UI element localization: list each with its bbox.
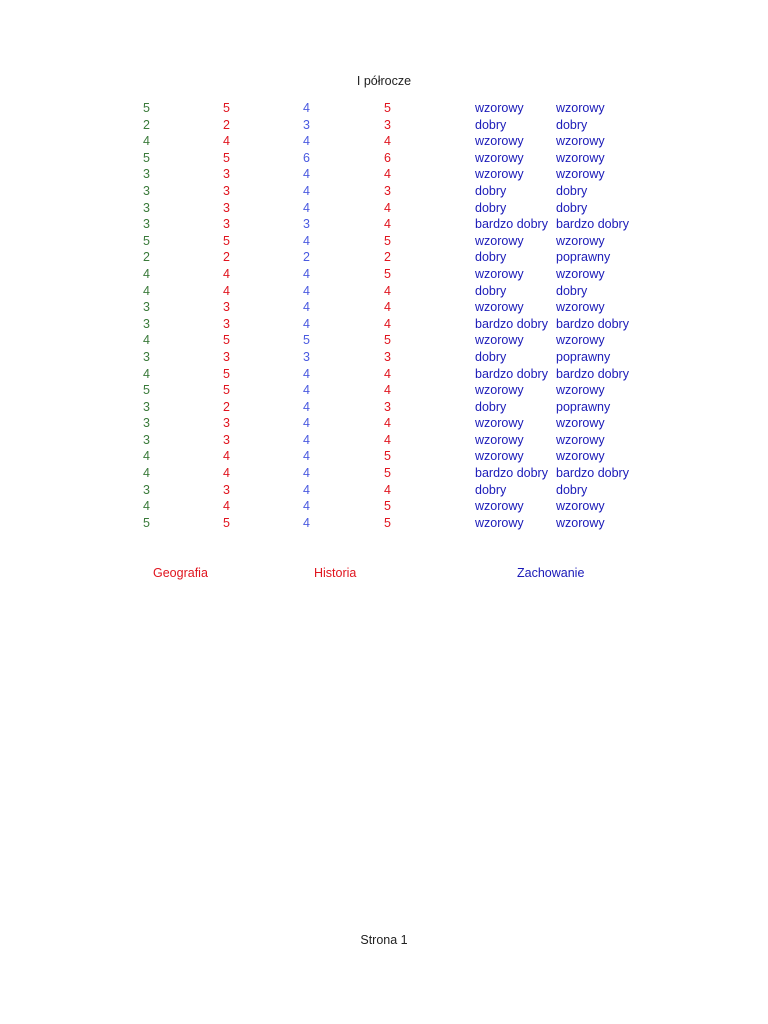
table-cell: 4 (303, 515, 310, 530)
table-row (0, 448, 768, 465)
table-row (0, 382, 768, 399)
table-cell: 5 (384, 499, 391, 514)
table-row (0, 399, 768, 416)
table-cell: wzorowy (475, 266, 524, 281)
table-row (0, 183, 768, 200)
table-cell: wzorowy (556, 515, 605, 530)
table-cell: 4 (384, 217, 391, 232)
table-cell: 5 (384, 449, 391, 464)
table-cell: 3 (223, 217, 230, 232)
table-cell: 4 (303, 200, 310, 215)
table-cell: wzorowy (556, 134, 605, 149)
table-row (0, 117, 768, 134)
legend-zachowanie: Zachowanie (517, 566, 585, 580)
table-cell: 4 (303, 383, 310, 398)
table-cell: dobry (475, 250, 507, 265)
table-cell: wzorowy (475, 499, 524, 514)
table-cell: 2 (384, 250, 391, 265)
table-row (0, 299, 768, 316)
table-cell: dobry (475, 283, 507, 298)
table-cell: dobry (475, 482, 507, 497)
table-cell: 2 (223, 399, 230, 414)
table-cell: 4 (223, 266, 230, 281)
table-row (0, 316, 768, 333)
table-cell: 5 (223, 150, 230, 165)
grades-table (0, 100, 768, 531)
table-cell: 4 (384, 200, 391, 215)
table-cell: 3 (223, 432, 230, 447)
table-cell: 4 (303, 316, 310, 331)
table-cell: bardzo dobry (475, 217, 548, 232)
table-cell: 3 (303, 217, 310, 232)
table-cell: wzorowy (475, 134, 524, 149)
table-row (0, 133, 768, 150)
table-row (0, 100, 768, 117)
table-cell: 4 (303, 499, 310, 514)
table-cell: 3 (303, 349, 310, 364)
table-cell: 5 (303, 333, 310, 348)
table-cell: wzorowy (475, 233, 524, 248)
table-row (0, 283, 768, 300)
table-cell: 4 (303, 283, 310, 298)
table-cell: 3 (223, 482, 230, 497)
table-cell: 3 (223, 183, 230, 198)
table-cell: 3 (143, 183, 150, 198)
table-cell: 5 (384, 333, 391, 348)
table-cell: 3 (143, 316, 150, 331)
table-cell: dobry (475, 117, 507, 132)
table-cell: dobry (556, 183, 588, 198)
table-cell: wzorowy (556, 167, 605, 182)
table-cell: poprawny (556, 349, 611, 364)
table-cell: 5 (223, 515, 230, 530)
table-cell: 4 (223, 466, 230, 481)
table-cell: 4 (143, 466, 150, 481)
table-cell: dobry (475, 399, 507, 414)
table-cell: 3 (143, 167, 150, 182)
table-cell: 3 (143, 432, 150, 447)
table-cell: wzorowy (475, 515, 524, 530)
table-cell: 3 (223, 416, 230, 431)
table-cell: 4 (303, 167, 310, 182)
table-cell: 5 (384, 266, 391, 281)
table-cell: wzorowy (556, 101, 605, 115)
table-cell: 4 (384, 283, 391, 298)
table-cell: dobry (475, 200, 507, 215)
table-cell: 4 (303, 432, 310, 447)
table-cell: 4 (303, 449, 310, 464)
table-cell: 3 (384, 399, 391, 414)
table-row (0, 200, 768, 217)
table-cell: 4 (384, 383, 391, 398)
table-cell: 5 (143, 383, 150, 398)
table-row (0, 332, 768, 349)
table-cell: wzorowy (556, 300, 605, 315)
page-footer: Strona 1 (360, 933, 408, 947)
table-cell: bardzo dobry (475, 466, 548, 481)
table-cell: 4 (143, 333, 150, 348)
table-cell: 4 (303, 233, 310, 248)
legend-historia: Historia (314, 566, 357, 580)
table-cell: 4 (384, 300, 391, 315)
table-cell: 4 (303, 416, 310, 431)
table-row (0, 349, 768, 366)
table-cell: 4 (143, 266, 150, 281)
table-cell: 3 (384, 117, 391, 132)
table-cell: 5 (384, 466, 391, 481)
table-cell: 4 (384, 316, 391, 331)
table-cell: wzorowy (556, 432, 605, 447)
table-cell: wzorowy (475, 432, 524, 447)
legend-geografia: Geografia (153, 566, 208, 580)
table-cell: 4 (143, 134, 150, 149)
table-row (0, 233, 768, 250)
table-cell: 4 (303, 482, 310, 497)
table-cell: wzorowy (556, 266, 605, 281)
table-cell: 3 (223, 300, 230, 315)
table-cell: 3 (223, 167, 230, 182)
table-cell: 4 (384, 432, 391, 447)
table-cell: dobry (556, 283, 588, 298)
table-cell: bardzo dobry (475, 316, 548, 331)
table-cell: 3 (143, 200, 150, 215)
table-cell: poprawny (556, 399, 611, 414)
table-cell: bardzo dobry (556, 316, 629, 331)
table-cell: 2 (223, 250, 230, 265)
table-cell: 5 (143, 233, 150, 248)
table-cell: 4 (303, 134, 310, 149)
table-cell: 3 (143, 416, 150, 431)
table-cell: wzorowy (475, 383, 524, 398)
table-cell: wzorowy (475, 101, 524, 115)
table-cell: 4 (384, 482, 391, 497)
table-cell: 3 (223, 349, 230, 364)
table-cell: dobry (556, 117, 588, 132)
table-cell: 4 (143, 449, 150, 464)
table-cell: wzorowy (475, 416, 524, 431)
table-cell: 3 (303, 117, 310, 132)
table-cell: 2 (223, 117, 230, 132)
table-cell: 3 (384, 183, 391, 198)
table-cell: dobry (475, 183, 507, 198)
table-cell: bardzo dobry (556, 217, 629, 232)
table-cell: wzorowy (475, 167, 524, 182)
table-cell: dobry (556, 200, 588, 215)
table-cell: 5 (143, 150, 150, 165)
table-cell: 3 (143, 300, 150, 315)
table-cell: wzorowy (556, 383, 605, 398)
table-cell: 3 (143, 349, 150, 364)
table-row (0, 150, 768, 167)
table-cell: dobry (475, 349, 507, 364)
table-cell: 4 (303, 300, 310, 315)
table-cell: poprawny (556, 250, 611, 265)
table-row (0, 415, 768, 432)
table-row (0, 465, 768, 482)
table-cell: bardzo dobry (475, 366, 548, 381)
table-cell: 2 (143, 250, 150, 265)
table-cell: 4 (384, 416, 391, 431)
table-cell: 4 (384, 366, 391, 381)
table-cell: 4 (303, 399, 310, 414)
table-cell: 5 (223, 366, 230, 381)
table-cell: 4 (223, 499, 230, 514)
table-cell: 4 (303, 183, 310, 198)
table-cell: 4 (303, 101, 310, 115)
page-title: I półrocze (356, 74, 412, 88)
table-cell: 3 (143, 482, 150, 497)
table-cell: 4 (303, 366, 310, 381)
table-cell: 5 (143, 101, 150, 115)
table-cell: wzorowy (556, 449, 605, 464)
table-cell: wzorowy (556, 499, 605, 514)
table-row (0, 266, 768, 283)
table-cell: 5 (223, 233, 230, 248)
table-cell: 5 (384, 515, 391, 530)
table-cell: 4 (143, 499, 150, 514)
table-cell: 4 (143, 366, 150, 381)
table-cell: 4 (223, 283, 230, 298)
table-cell: bardzo dobry (556, 366, 629, 381)
table-cell: 3 (143, 399, 150, 414)
table-row (0, 166, 768, 183)
table-row (0, 432, 768, 449)
table-row (0, 482, 768, 499)
table-cell: wzorowy (475, 150, 524, 165)
table-cell: 3 (143, 217, 150, 232)
table-cell: 2 (143, 117, 150, 132)
table-cell: 6 (384, 150, 391, 165)
table-cell: 4 (384, 134, 391, 149)
table-cell: 6 (303, 150, 310, 165)
table-cell: 3 (223, 200, 230, 215)
table-cell: 3 (223, 316, 230, 331)
table-cell: wzorowy (556, 333, 605, 348)
table-cell: 5 (384, 101, 391, 115)
table-cell: 3 (384, 349, 391, 364)
table-cell: 5 (223, 101, 230, 115)
table-row (0, 515, 768, 532)
table-cell: 4 (303, 266, 310, 281)
table-cell: 4 (143, 283, 150, 298)
table-cell: 4 (303, 466, 310, 481)
table-cell: 4 (384, 167, 391, 182)
table-cell: 2 (303, 250, 310, 265)
table-cell: 4 (223, 134, 230, 149)
table-row (0, 249, 768, 266)
table-row (0, 498, 768, 515)
table-cell: 5 (223, 333, 230, 348)
table-cell: wzorowy (475, 300, 524, 315)
table-cell: bardzo dobry (556, 466, 629, 481)
table-cell: 5 (143, 515, 150, 530)
table-cell: 4 (223, 449, 230, 464)
table-cell: wzorowy (475, 333, 524, 348)
table-row (0, 366, 768, 383)
table-cell: wzorowy (556, 416, 605, 431)
table-cell: 5 (223, 383, 230, 398)
table-cell: 5 (384, 233, 391, 248)
table-cell: wzorowy (556, 150, 605, 165)
table-cell: dobry (556, 482, 588, 497)
table-cell: wzorowy (556, 233, 605, 248)
table-row (0, 216, 768, 233)
table-cell: wzorowy (475, 449, 524, 464)
